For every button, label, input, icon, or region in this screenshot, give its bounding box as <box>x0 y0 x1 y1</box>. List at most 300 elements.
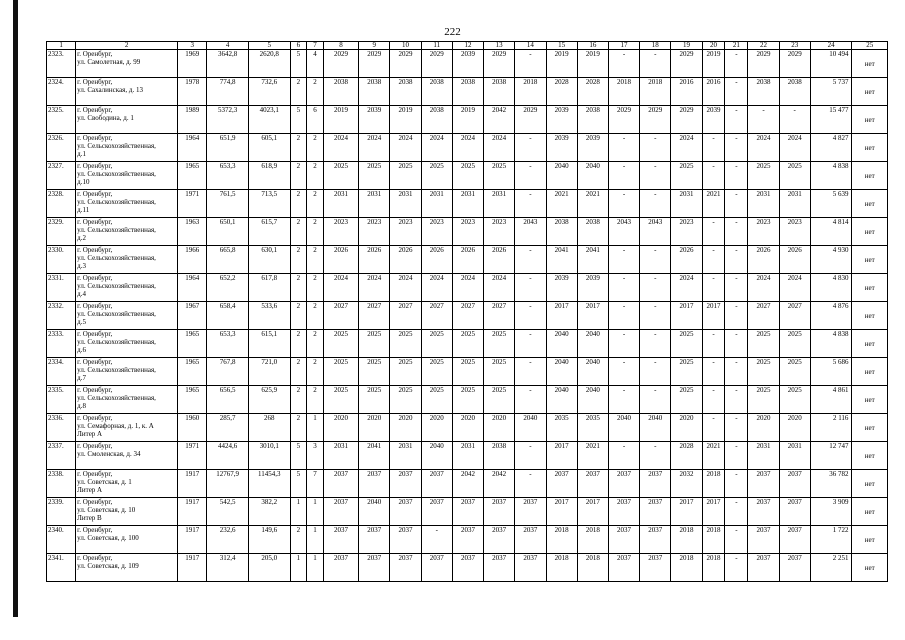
data-cell-col-23: 2025 <box>779 330 810 358</box>
data-cell-col-3: 1964 <box>178 274 207 302</box>
data-cell-col-23: 2037 <box>779 554 810 582</box>
data-cell-col-19: 2023 <box>671 218 702 246</box>
row-number-cell: 2334. <box>47 358 76 386</box>
data-cell-col-15: 2041 <box>546 246 577 274</box>
address-cell <box>76 554 178 582</box>
column-number-header: 2 <box>76 42 178 50</box>
data-cell-col-12: 2037 <box>452 498 483 526</box>
binding-edge-bar <box>13 0 18 617</box>
row-number-cell: 2327. <box>47 162 76 190</box>
column-number-header: 6 <box>290 42 307 50</box>
data-cell-col-18: - <box>640 190 671 218</box>
data-cell-col-8: 2023 <box>323 218 358 246</box>
data-cell-col-17: 2037 <box>608 470 639 498</box>
data-cell-col-24: 15 477 <box>810 106 852 134</box>
data-cell-col-20: - <box>702 358 725 386</box>
data-cell-col-18: - <box>640 442 671 470</box>
data-cell-col-10: 2024 <box>390 274 421 302</box>
data-cell-col-18: 2037 <box>640 498 671 526</box>
data-cell-col-9: 2031 <box>359 190 390 218</box>
data-cell-col-11: 2038 <box>421 106 452 134</box>
data-cell-col-10: 2037 <box>390 526 421 554</box>
data-cell-col-6: 2 <box>290 134 307 162</box>
address-line: д.4 <box>77 290 86 298</box>
data-cell-col-10: 2019 <box>390 106 421 134</box>
column-number-header: 3 <box>178 42 207 50</box>
data-cell-col-19: 2025 <box>671 358 702 386</box>
data-cell-col-8: 2025 <box>323 330 358 358</box>
data-cell-col-4: 3642,8 <box>207 50 249 78</box>
data-cell-col-22: 2025 <box>748 162 779 190</box>
data-cell-col-13: 2042 <box>484 470 515 498</box>
data-cell-col-12: 2025 <box>452 386 483 414</box>
data-cell-col-24: 5 737 <box>810 78 852 106</box>
data-cell-col-5: 2620,8 <box>248 50 290 78</box>
column-number-header: 20 <box>702 42 725 50</box>
data-cell-col-22: 2027 <box>748 302 779 330</box>
data-cell-col-21: - <box>725 554 748 582</box>
data-cell-col-25: нет <box>852 526 888 554</box>
data-cell-col-19: 2025 <box>671 162 702 190</box>
column-number-header: 23 <box>779 42 810 50</box>
data-cell-col-21: - <box>725 414 748 442</box>
data-cell-col-24: 4 838 <box>810 330 852 358</box>
data-cell-col-16: 2038 <box>577 106 608 134</box>
data-cell-col-15: 2039 <box>546 134 577 162</box>
data-cell-col-3: 1971 <box>178 442 207 470</box>
data-cell-col-14: - <box>515 330 546 358</box>
address-line: ул. Советская, д. 100 <box>77 534 139 542</box>
data-cell-col-20: 2018 <box>702 470 725 498</box>
data-cell-col-4: 232,6 <box>207 526 249 554</box>
data-cell-col-22: 2024 <box>748 134 779 162</box>
data-cell-col-9: 2024 <box>359 274 390 302</box>
data-cell-col-19: 2024 <box>671 274 702 302</box>
data-cell-col-15: 2040 <box>546 386 577 414</box>
data-cell-col-10: 2025 <box>390 386 421 414</box>
address-line: г. Оренбург, <box>77 554 113 562</box>
data-cell-col-19: 2017 <box>671 302 702 330</box>
data-cell-col-14: - <box>515 134 546 162</box>
data-cell-col-9: 2027 <box>359 302 390 330</box>
data-cell-col-23: 2024 <box>779 274 810 302</box>
data-cell-col-5: 618,9 <box>248 162 290 190</box>
column-number-header: 18 <box>640 42 671 50</box>
table-row <box>47 414 888 442</box>
address-line: ул. Советская, д. 1 <box>77 478 132 486</box>
data-cell-col-11: 2020 <box>421 414 452 442</box>
data-cell-col-17: - <box>608 442 639 470</box>
data-cell-col-22: 2025 <box>748 330 779 358</box>
data-cell-col-5: 732,6 <box>248 78 290 106</box>
column-number-header: 16 <box>577 42 608 50</box>
data-cell-col-22: 2037 <box>748 526 779 554</box>
column-number-header: 11 <box>421 42 452 50</box>
data-cell-col-17: - <box>608 386 639 414</box>
data-cell-col-8: 2029 <box>323 50 358 78</box>
address-line: г. Оренбург, <box>77 526 113 534</box>
data-cell-col-8: 2026 <box>323 246 358 274</box>
data-cell-col-12: 2037 <box>452 554 483 582</box>
address-cell <box>76 218 178 246</box>
data-cell-col-25: нет <box>852 218 888 246</box>
data-cell-col-13: 2024 <box>484 274 515 302</box>
data-cell-col-3: 1917 <box>178 554 207 582</box>
data-cell-col-9: 2026 <box>359 246 390 274</box>
data-cell-col-20: 2021 <box>702 442 725 470</box>
data-cell-col-25: нет <box>852 330 888 358</box>
data-cell-col-14: 2037 <box>515 498 546 526</box>
data-cell-col-12: 2024 <box>452 274 483 302</box>
data-cell-col-25: нет <box>852 162 888 190</box>
table-row <box>47 162 888 190</box>
address-line: г. Оренбург, <box>77 190 113 198</box>
address-line: д.2 <box>77 234 86 242</box>
data-cell-col-12: 2031 <box>452 442 483 470</box>
column-number-header: 10 <box>390 42 421 50</box>
data-cell-col-4: 761,5 <box>207 190 249 218</box>
data-cell-col-7: 2 <box>307 302 324 330</box>
data-cell-col-7: 2 <box>307 78 324 106</box>
data-cell-col-10: 2025 <box>390 162 421 190</box>
data-cell-col-5: 615,7 <box>248 218 290 246</box>
data-cell-col-23: 2037 <box>779 470 810 498</box>
data-cell-col-7: 1 <box>307 414 324 442</box>
data-cell-col-14: - <box>515 162 546 190</box>
column-number-header: 4 <box>207 42 249 50</box>
data-cell-col-11: 2023 <box>421 218 452 246</box>
data-cell-col-11: 2026 <box>421 246 452 274</box>
data-cell-col-21: - <box>725 274 748 302</box>
data-cell-col-3: 1971 <box>178 190 207 218</box>
data-cell-col-10: 2037 <box>390 470 421 498</box>
column-number-header: 12 <box>452 42 483 50</box>
data-cell-col-20: - <box>702 246 725 274</box>
data-cell-col-11: 2025 <box>421 358 452 386</box>
data-cell-col-9: 2025 <box>359 358 390 386</box>
data-cell-col-18: 2040 <box>640 414 671 442</box>
column-number-header: 8 <box>323 42 358 50</box>
data-cell-col-13: 2037 <box>484 554 515 582</box>
data-cell-col-3: 1978 <box>178 78 207 106</box>
address-cell <box>76 386 178 414</box>
data-cell-col-25: нет <box>852 274 888 302</box>
data-cell-col-18: - <box>640 330 671 358</box>
data-cell-col-16: 2039 <box>577 274 608 302</box>
data-cell-col-17: - <box>608 302 639 330</box>
data-cell-col-9: 2025 <box>359 330 390 358</box>
data-cell-col-4: 774,8 <box>207 78 249 106</box>
data-cell-col-18: 2043 <box>640 218 671 246</box>
data-cell-col-7: 2 <box>307 330 324 358</box>
row-number-cell: 2341. <box>47 554 76 582</box>
data-cell-col-16: 2040 <box>577 358 608 386</box>
data-cell-col-24: 10 494 <box>810 50 852 78</box>
data-cell-col-6: 2 <box>290 78 307 106</box>
data-cell-col-16: 2039 <box>577 134 608 162</box>
data-cell-col-6: 2 <box>290 526 307 554</box>
data-cell-col-14: - <box>515 386 546 414</box>
data-cell-col-20: 2018 <box>702 554 725 582</box>
data-cell-col-5: 3010,1 <box>248 442 290 470</box>
data-cell-col-15: 2040 <box>546 358 577 386</box>
data-cell-col-7: 2 <box>307 358 324 386</box>
data-cell-col-8: 2024 <box>323 134 358 162</box>
data-cell-col-18: - <box>640 274 671 302</box>
data-cell-col-20: - <box>702 414 725 442</box>
data-cell-col-14: 2018 <box>515 78 546 106</box>
data-cell-col-19: 2029 <box>671 50 702 78</box>
table-row <box>47 50 888 78</box>
data-cell-col-6: 5 <box>290 470 307 498</box>
data-cell-col-24: 4 830 <box>810 274 852 302</box>
data-cell-col-20: - <box>702 386 725 414</box>
address-line: д.8 <box>77 402 86 410</box>
address-line: г. Оренбург, <box>77 470 113 478</box>
data-cell-col-18: - <box>640 386 671 414</box>
data-cell-col-9: 2024 <box>359 134 390 162</box>
data-cell-col-24: 5 639 <box>810 190 852 218</box>
data-cell-col-10: 2029 <box>390 50 421 78</box>
data-cell-col-17: - <box>608 246 639 274</box>
data-cell-col-6: 2 <box>290 414 307 442</box>
address-cell <box>76 246 178 274</box>
data-cell-col-12: 2031 <box>452 190 483 218</box>
data-cell-col-4: 650,1 <box>207 218 249 246</box>
data-cell-col-22: 2038 <box>748 78 779 106</box>
address-line: г. Оренбург, <box>77 50 113 58</box>
data-cell-col-5: 713,5 <box>248 190 290 218</box>
data-cell-col-21: - <box>725 78 748 106</box>
data-cell-col-17: - <box>608 134 639 162</box>
address-line: ул. Сельскохозяйственная, <box>77 394 156 402</box>
table-row <box>47 470 888 498</box>
address-line: г. Оренбург, <box>77 358 113 366</box>
data-cell-col-16: 2018 <box>577 554 608 582</box>
data-cell-col-22: 2037 <box>748 498 779 526</box>
data-cell-col-24: 12 747 <box>810 442 852 470</box>
data-cell-col-6: 2 <box>290 302 307 330</box>
data-cell-col-10: 2031 <box>390 190 421 218</box>
data-cell-col-18: 2018 <box>640 78 671 106</box>
data-cell-col-19: 2024 <box>671 134 702 162</box>
data-cell-col-20: - <box>702 218 725 246</box>
data-cell-col-25: нет <box>852 554 888 582</box>
data-cell-col-25: нет <box>852 50 888 78</box>
data-cell-col-22: 2026 <box>748 246 779 274</box>
data-cell-col-25: нет <box>852 190 888 218</box>
data-cell-col-17: 2018 <box>608 78 639 106</box>
data-cell-col-23: 2020 <box>779 414 810 442</box>
data-cell-col-8: 2037 <box>323 498 358 526</box>
address-line: г. Оренбург, <box>77 246 113 254</box>
data-cell-col-24: 4 876 <box>810 302 852 330</box>
data-cell-col-9: 2020 <box>359 414 390 442</box>
data-cell-col-5: 615,1 <box>248 330 290 358</box>
column-number-row <box>47 42 888 50</box>
data-cell-col-23: 2038 <box>779 78 810 106</box>
address-line: г. Оренбург, <box>77 442 113 450</box>
column-number-header: 25 <box>852 42 888 50</box>
data-cell-col-8: 2019 <box>323 106 358 134</box>
data-cell-col-11: 2024 <box>421 274 452 302</box>
data-cell-col-20: - <box>702 162 725 190</box>
data-cell-col-15: 2019 <box>546 50 577 78</box>
data-cell-col-7: 2 <box>307 246 324 274</box>
data-cell-col-5: 630,1 <box>248 246 290 274</box>
address-line: д.11 <box>77 206 90 214</box>
data-cell-col-11: 2037 <box>421 554 452 582</box>
data-cell-col-10: 2025 <box>390 358 421 386</box>
data-cell-col-15: 2037 <box>546 470 577 498</box>
data-cell-col-8: 2025 <box>323 162 358 190</box>
row-number-cell: 2332. <box>47 302 76 330</box>
data-cell-col-6: 2 <box>290 190 307 218</box>
data-cell-col-4: 767,8 <box>207 358 249 386</box>
data-cell-col-16: 2018 <box>577 526 608 554</box>
data-cell-col-14: 2040 <box>515 414 546 442</box>
data-cell-col-22: 2024 <box>748 274 779 302</box>
data-cell-col-10: 2031 <box>390 442 421 470</box>
data-cell-col-5: 382,2 <box>248 498 290 526</box>
table-row <box>47 526 888 554</box>
data-cell-col-11: 2037 <box>421 470 452 498</box>
row-number-cell: 2330. <box>47 246 76 274</box>
row-number-cell: 2333. <box>47 330 76 358</box>
data-cell-col-11: 2037 <box>421 498 452 526</box>
data-cell-col-15: 2035 <box>546 414 577 442</box>
data-cell-col-4: 652,2 <box>207 274 249 302</box>
data-cell-col-16: 2028 <box>577 78 608 106</box>
data-cell-col-13: 2020 <box>484 414 515 442</box>
data-cell-col-22: 2031 <box>748 442 779 470</box>
data-cell-col-20: 2039 <box>702 106 725 134</box>
data-cell-col-10: 2024 <box>390 134 421 162</box>
data-cell-col-10: 2026 <box>390 246 421 274</box>
data-cell-col-15: 2017 <box>546 442 577 470</box>
data-cell-col-7: 2 <box>307 190 324 218</box>
data-cell-col-9: 2040 <box>359 498 390 526</box>
data-cell-col-25: нет <box>852 78 888 106</box>
data-cell-col-23: 2023 <box>779 218 810 246</box>
data-cell-col-13: 2031 <box>484 190 515 218</box>
address-cell <box>76 442 178 470</box>
data-cell-col-21: - <box>725 470 748 498</box>
data-cell-col-19: 2026 <box>671 246 702 274</box>
data-cell-col-24: 4 814 <box>810 218 852 246</box>
data-cell-col-15: 2039 <box>546 274 577 302</box>
data-cell-col-3: 1963 <box>178 218 207 246</box>
table-row <box>47 218 888 246</box>
data-cell-col-10: 2037 <box>390 498 421 526</box>
data-cell-col-17: 2037 <box>608 498 639 526</box>
data-cell-col-18: 2037 <box>640 470 671 498</box>
data-cell-col-7: 1 <box>307 498 324 526</box>
data-cell-col-6: 5 <box>290 442 307 470</box>
column-number-header: 22 <box>748 42 779 50</box>
data-cell-col-22: 2020 <box>748 414 779 442</box>
data-cell-col-22: - <box>748 106 779 134</box>
address-line: г. Оренбург, <box>77 414 113 422</box>
data-cell-col-8: 2027 <box>323 302 358 330</box>
table-row <box>47 498 888 526</box>
data-cell-col-9: 2039 <box>359 106 390 134</box>
data-cell-col-6: 1 <box>290 498 307 526</box>
data-cell-col-14: - <box>515 358 546 386</box>
data-cell-col-5: 11454,3 <box>248 470 290 498</box>
data-cell-col-16: 2040 <box>577 330 608 358</box>
data-cell-col-5: 205,0 <box>248 554 290 582</box>
data-cell-col-14: - <box>515 274 546 302</box>
data-cell-col-6: 5 <box>290 50 307 78</box>
data-cell-col-4: 4424,6 <box>207 442 249 470</box>
data-cell-col-19: 2031 <box>671 190 702 218</box>
data-cell-col-6: 2 <box>290 246 307 274</box>
data-cell-col-23: 2025 <box>779 386 810 414</box>
address-line: г. Оренбург, <box>77 330 113 338</box>
address-cell <box>76 162 178 190</box>
data-cell-col-8: 2031 <box>323 442 358 470</box>
data-cell-col-22: 2029 <box>748 50 779 78</box>
column-number-header: 5 <box>248 42 290 50</box>
data-cell-col-13: 2026 <box>484 246 515 274</box>
data-cell-col-3: 1967 <box>178 302 207 330</box>
column-number-header: 1 <box>47 42 76 50</box>
address-line: д.1 <box>77 150 86 158</box>
address-line: ул. Смоленская, д. 34 <box>77 450 141 458</box>
data-cell-col-10: 2027 <box>390 302 421 330</box>
data-cell-col-25: нет <box>852 386 888 414</box>
data-cell-col-21: - <box>725 498 748 526</box>
data-cell-col-7: 2 <box>307 134 324 162</box>
data-cell-col-12: 2019 <box>452 106 483 134</box>
data-cell-col-20: - <box>702 134 725 162</box>
data-cell-col-7: 1 <box>307 554 324 582</box>
data-cell-col-16: 2037 <box>577 470 608 498</box>
address-cell <box>76 414 178 442</box>
table-row <box>47 106 888 134</box>
data-cell-col-17: 2037 <box>608 526 639 554</box>
data-cell-col-11: 2040 <box>421 442 452 470</box>
column-number-header: 21 <box>725 42 748 50</box>
data-cell-col-6: 2 <box>290 330 307 358</box>
table-row <box>47 246 888 274</box>
data-cell-col-24: 5 686 <box>810 358 852 386</box>
data-cell-col-14: - <box>515 442 546 470</box>
data-cell-col-24: 1 722 <box>810 526 852 554</box>
data-cell-col-13: 2025 <box>484 386 515 414</box>
row-number-cell: 2329. <box>47 218 76 246</box>
data-cell-col-8: 2025 <box>323 386 358 414</box>
data-cell-col-25: нет <box>852 442 888 470</box>
data-cell-col-17: 2037 <box>608 554 639 582</box>
address-line: г. Оренбург, <box>77 498 113 506</box>
data-cell-col-5: 268 <box>248 414 290 442</box>
data-cell-col-8: 2037 <box>323 526 358 554</box>
data-cell-col-11: 2024 <box>421 134 452 162</box>
data-cell-col-7: 2 <box>307 218 324 246</box>
data-cell-col-16: 2021 <box>577 190 608 218</box>
address-line: г. Оренбург, <box>77 106 113 114</box>
data-cell-col-4: 5372,3 <box>207 106 249 134</box>
address-cell <box>76 274 178 302</box>
address-cell <box>76 106 178 134</box>
address-line: ул. Свободина, д. 1 <box>77 114 134 122</box>
data-cell-col-8: 2037 <box>323 470 358 498</box>
data-cell-col-17: - <box>608 162 639 190</box>
data-cell-col-16: 2038 <box>577 218 608 246</box>
data-cell-col-6: 2 <box>290 386 307 414</box>
